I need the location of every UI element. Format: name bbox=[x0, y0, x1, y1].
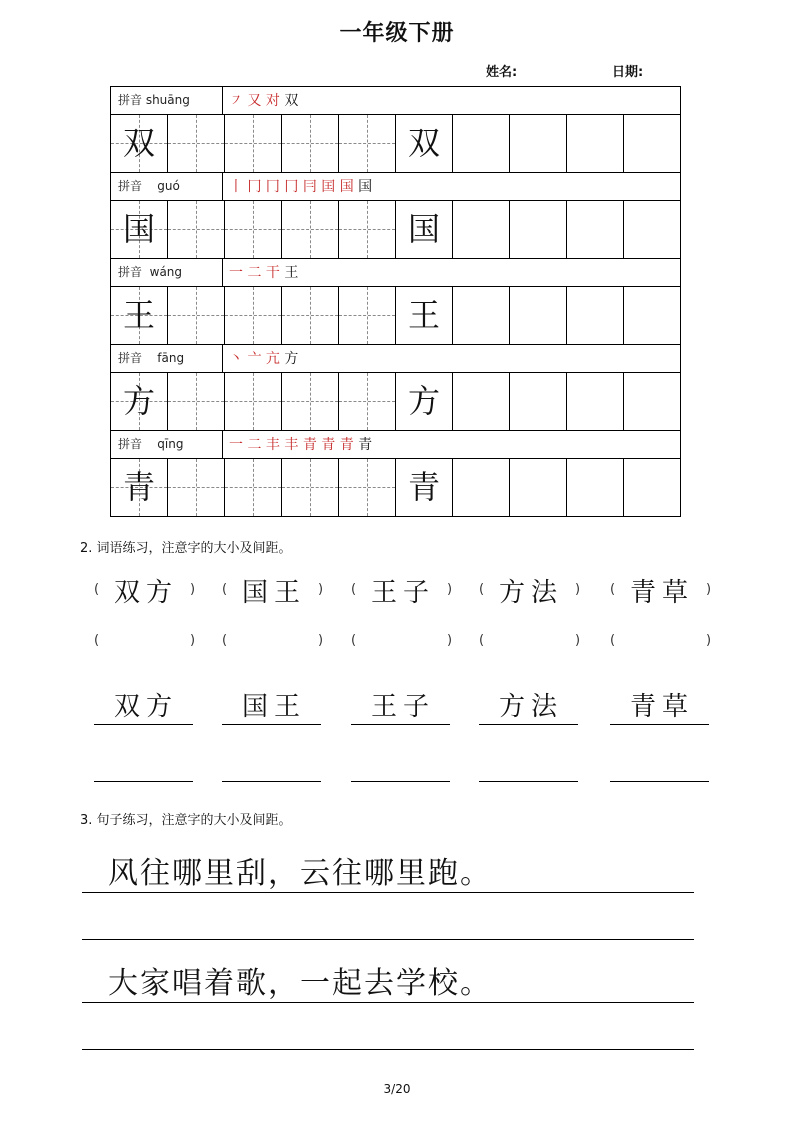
tian-grid-cell bbox=[282, 201, 339, 258]
model-sentence: 风往哪里刮，云往哪里跑。 bbox=[108, 856, 492, 891]
writing-cells-row bbox=[111, 287, 680, 345]
stroke-step: 一 bbox=[229, 437, 248, 453]
close-paren: ) bbox=[318, 633, 324, 648]
open-paren: ( bbox=[610, 633, 616, 648]
pinyin-row bbox=[111, 87, 680, 115]
stroke-order bbox=[229, 261, 298, 285]
model-character: 青 bbox=[122, 468, 155, 506]
tian-grid-cell bbox=[225, 201, 282, 258]
square-cell bbox=[567, 459, 624, 516]
stroke-step: 丰 bbox=[265, 437, 285, 453]
writing-line bbox=[82, 1002, 694, 1003]
date-label: 日期: bbox=[612, 65, 644, 80]
writing-line bbox=[94, 724, 193, 725]
stroke-step: 冂 bbox=[247, 179, 266, 195]
tian-grid-cell bbox=[339, 115, 396, 172]
page-title: 一年级下册 bbox=[339, 21, 455, 46]
character-practice-grid bbox=[110, 86, 681, 517]
square-cell bbox=[567, 115, 624, 172]
pinyin-label: 拼音 shuāng bbox=[111, 87, 223, 114]
writing-line bbox=[82, 892, 694, 893]
section2-heading: 2. 词语练习，注意字的大小及间距。 bbox=[80, 541, 292, 556]
tian-grid-cell bbox=[168, 459, 225, 516]
square-cell bbox=[624, 115, 681, 172]
pinyin-row bbox=[111, 431, 680, 459]
pinyin-label: 拼音 guó bbox=[111, 173, 223, 200]
pinyin-label: 拼音 fāng bbox=[111, 345, 223, 372]
square-cell bbox=[453, 459, 510, 516]
square-cell bbox=[624, 373, 681, 430]
writing-cells-row bbox=[111, 115, 680, 173]
stroke-step: 囯 bbox=[321, 179, 340, 195]
close-paren: ) bbox=[318, 582, 324, 597]
model-character: 国 bbox=[122, 210, 155, 248]
tian-grid-cell bbox=[282, 287, 339, 344]
square-cell bbox=[624, 287, 681, 344]
open-paren: ( bbox=[94, 582, 100, 597]
close-paren: ) bbox=[190, 633, 196, 648]
underlined-word: 双方 bbox=[113, 692, 178, 722]
square-cell bbox=[453, 287, 510, 344]
open-paren: ( bbox=[94, 633, 100, 648]
tian-grid-cell bbox=[225, 459, 282, 516]
stroke-order bbox=[229, 89, 298, 113]
tian-grid-cell bbox=[111, 201, 168, 258]
stroke-step: 方 bbox=[284, 351, 299, 367]
writing-line bbox=[82, 939, 694, 940]
open-paren: ( bbox=[351, 582, 357, 597]
bracketed-word: 方法 bbox=[498, 578, 563, 608]
pinyin-label: 拼音 qīng bbox=[111, 431, 223, 458]
writing-line bbox=[94, 781, 193, 782]
stroke-step: 冃 bbox=[302, 179, 322, 195]
open-paren: ( bbox=[222, 633, 228, 648]
stroke-step: 国 bbox=[358, 179, 373, 195]
stroke-step: 青 bbox=[321, 437, 340, 453]
tian-grid-cell bbox=[225, 115, 282, 172]
model-character: 青 bbox=[407, 468, 440, 506]
square-cell bbox=[510, 287, 567, 344]
tian-grid-cell bbox=[111, 287, 168, 344]
tian-grid-cell bbox=[168, 373, 225, 430]
writing-line bbox=[351, 724, 450, 725]
writing-line bbox=[351, 781, 450, 782]
square-cell bbox=[396, 201, 453, 258]
close-paren: ) bbox=[190, 582, 196, 597]
square-cell bbox=[396, 287, 453, 344]
model-character: 方 bbox=[122, 382, 155, 420]
close-paren: ) bbox=[575, 633, 581, 648]
square-cell bbox=[624, 459, 681, 516]
stroke-order bbox=[229, 347, 298, 371]
tian-grid-cell bbox=[225, 373, 282, 430]
name-label: 姓名: bbox=[486, 65, 518, 80]
model-character: 王 bbox=[122, 296, 155, 334]
stroke-step: 青 bbox=[302, 437, 322, 453]
model-character: 双 bbox=[407, 124, 440, 162]
pinyin-row bbox=[111, 345, 680, 373]
bracketed-word: 国王 bbox=[241, 578, 306, 608]
tian-grid-cell bbox=[111, 459, 168, 516]
square-cell bbox=[453, 115, 510, 172]
section3-heading: 3. 句子练习，注意字的大小及间距。 bbox=[80, 813, 292, 828]
writing-line bbox=[222, 724, 321, 725]
bracketed-word: 青草 bbox=[629, 578, 694, 608]
stroke-step: 国 bbox=[339, 179, 359, 195]
stroke-step: 冂 bbox=[265, 179, 285, 195]
writing-line bbox=[610, 781, 709, 782]
writing-cells-row bbox=[111, 373, 680, 431]
model-character: 国 bbox=[407, 210, 440, 248]
bracketed-word: 双方 bbox=[113, 578, 178, 608]
page-number: 3/20 bbox=[383, 1082, 411, 1096]
pinyin-label: 拼音 wáng bbox=[111, 259, 223, 286]
tian-grid-cell bbox=[339, 459, 396, 516]
stroke-order bbox=[229, 433, 372, 457]
square-cell bbox=[567, 201, 624, 258]
model-character: 双 bbox=[122, 124, 155, 162]
pinyin-row bbox=[111, 173, 680, 201]
tian-grid-cell bbox=[282, 459, 339, 516]
square-cell bbox=[510, 115, 567, 172]
close-paren: ) bbox=[706, 633, 712, 648]
tian-grid-cell bbox=[282, 373, 339, 430]
square-cell bbox=[453, 373, 510, 430]
stroke-step: 干 bbox=[265, 265, 285, 281]
writing-line bbox=[479, 724, 578, 725]
square-cell bbox=[396, 373, 453, 430]
open-paren: ( bbox=[479, 582, 485, 597]
tian-grid-cell bbox=[282, 115, 339, 172]
close-paren: ) bbox=[575, 582, 581, 597]
pinyin-row bbox=[111, 259, 680, 287]
stroke-step: 丰 bbox=[284, 437, 303, 453]
close-paren: ) bbox=[447, 633, 453, 648]
stroke-step: 双 bbox=[284, 93, 299, 109]
stroke-step: 一 bbox=[229, 265, 248, 281]
tian-grid-cell bbox=[225, 287, 282, 344]
writing-cells-row bbox=[111, 459, 680, 517]
stroke-step: 青 bbox=[358, 437, 373, 453]
open-paren: ( bbox=[351, 633, 357, 648]
writing-line bbox=[610, 724, 709, 725]
stroke-step: 二 bbox=[247, 265, 266, 281]
model-sentence: 大家唱着歌，一起去学校。 bbox=[108, 966, 492, 1001]
underlined-word: 王子 bbox=[370, 692, 435, 722]
square-cell bbox=[510, 373, 567, 430]
stroke-step: 王 bbox=[284, 265, 299, 281]
stroke-step: 亢 bbox=[265, 351, 285, 367]
stroke-step: 青 bbox=[339, 437, 359, 453]
tian-grid-cell bbox=[168, 115, 225, 172]
bracketed-word: 王子 bbox=[370, 578, 435, 608]
square-cell bbox=[510, 459, 567, 516]
stroke-order bbox=[229, 175, 372, 199]
square-cell bbox=[567, 373, 624, 430]
stroke-step: 又 bbox=[247, 93, 266, 109]
tian-grid-cell bbox=[339, 287, 396, 344]
tian-grid-cell bbox=[168, 287, 225, 344]
square-cell bbox=[396, 115, 453, 172]
stroke-step: ㇇ bbox=[229, 93, 248, 109]
tian-grid-cell bbox=[111, 373, 168, 430]
open-paren: ( bbox=[610, 582, 616, 597]
writing-cells-row bbox=[111, 201, 680, 259]
open-paren: ( bbox=[479, 633, 485, 648]
square-cell bbox=[624, 201, 681, 258]
stroke-step: 丨 bbox=[229, 179, 248, 195]
tian-grid-cell bbox=[339, 201, 396, 258]
close-paren: ) bbox=[706, 582, 712, 597]
square-cell bbox=[510, 201, 567, 258]
stroke-step: 二 bbox=[247, 437, 266, 453]
tian-grid-cell bbox=[339, 373, 396, 430]
underlined-word: 方法 bbox=[498, 692, 563, 722]
stroke-step: 对 bbox=[265, 93, 285, 109]
stroke-step: 冂 bbox=[284, 179, 303, 195]
tian-grid-cell bbox=[111, 115, 168, 172]
stroke-step: 丶 bbox=[229, 351, 248, 367]
writing-line bbox=[479, 781, 578, 782]
stroke-step: 亠 bbox=[247, 351, 266, 367]
model-character: 王 bbox=[407, 296, 440, 334]
model-character: 方 bbox=[407, 382, 440, 420]
square-cell bbox=[396, 459, 453, 516]
underlined-word: 国王 bbox=[241, 692, 306, 722]
writing-line bbox=[222, 781, 321, 782]
close-paren: ) bbox=[447, 582, 453, 597]
square-cell bbox=[567, 287, 624, 344]
square-cell bbox=[453, 201, 510, 258]
tian-grid-cell bbox=[168, 201, 225, 258]
underlined-word: 青草 bbox=[629, 692, 694, 722]
writing-line bbox=[82, 1049, 694, 1050]
open-paren: ( bbox=[222, 582, 228, 597]
